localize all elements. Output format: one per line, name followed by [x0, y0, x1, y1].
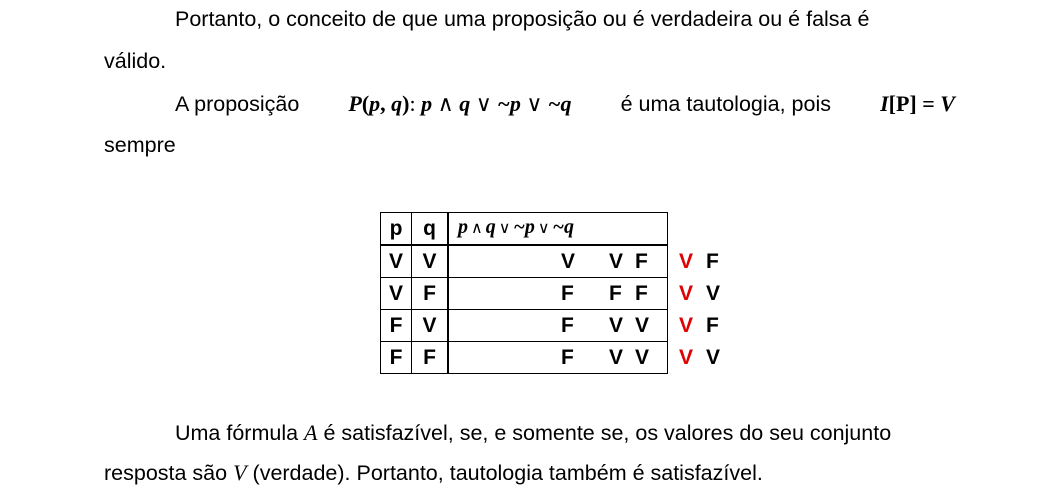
cell-p: F: [381, 342, 412, 374]
interpretation-formula: I[P] = V: [880, 91, 955, 116]
cell-expression: [448, 245, 719, 278]
header-expression: p ∧ q ∨ ~p ∨ ~q: [448, 213, 668, 246]
paragraph2-middle: é uma tautologia, pois: [620, 92, 831, 116]
paragraph3-line1: Uma fórmula A é satisfazível, se, e somente se, os valores do seu conjunto: [175, 420, 892, 445]
cell-expression: [448, 342, 721, 374]
cell-not-p: V: [609, 346, 624, 369]
table-row: [381, 278, 668, 310]
cell-neg-val: F: [635, 250, 648, 273]
cell-not-q: F: [706, 314, 719, 337]
cell-not-q: V: [706, 282, 721, 305]
cell-neg-val: V: [635, 346, 650, 369]
table-row: [381, 245, 668, 278]
cell-not-q: V: [706, 346, 721, 369]
variable-a: A: [304, 420, 318, 445]
cell-expression: [448, 278, 721, 310]
variable-v: V: [233, 460, 247, 485]
proposition-formula: P(p, q): p ∧ q ∨ ~p ∨ ~q: [348, 91, 572, 116]
cell-neg-val: V: [635, 314, 650, 337]
cell-not-q: F: [706, 250, 719, 273]
cell-not-p: V: [609, 314, 624, 337]
header-p: p: [381, 213, 412, 246]
cell-and: F: [561, 282, 574, 305]
paragraph2-line2: sempre: [104, 133, 176, 157]
cell-result: V: [679, 250, 694, 273]
table-header-row: [381, 213, 668, 246]
table-row: [381, 310, 668, 342]
paragraph2-line1: [175, 91, 955, 117]
cell-and: V: [561, 250, 576, 273]
cell-p: V: [381, 245, 412, 278]
cell-neg-val: F: [635, 282, 648, 305]
cell-q: F: [412, 342, 449, 374]
cell-result: V: [679, 346, 694, 369]
cell-and: F: [561, 314, 574, 337]
cell-result: V: [679, 314, 694, 337]
cell-q: F: [412, 278, 449, 310]
cell-not-p: V: [609, 250, 624, 273]
header-q: q: [412, 213, 449, 246]
truth-table: [380, 212, 721, 374]
cell-q: V: [412, 245, 449, 278]
cell-p: V: [381, 278, 412, 310]
cell-and: F: [561, 346, 574, 369]
cell-q: V: [412, 310, 449, 342]
paragraph2-prefix: A proposição: [175, 92, 300, 116]
paragraph1-line2: válido.: [104, 49, 167, 73]
cell-not-p: F: [609, 282, 622, 305]
cell-p: F: [381, 310, 412, 342]
cell-expression: [448, 310, 719, 342]
cell-result: V: [679, 282, 694, 305]
paragraph1-line1: Portanto, o conceito de que uma proposição ou é verdadeira ou é falsa é: [175, 7, 870, 31]
paragraph3-line2: resposta são V (verdade). Portanto, tautologia também é satisfazível.: [104, 460, 763, 485]
table-row: [381, 342, 668, 374]
